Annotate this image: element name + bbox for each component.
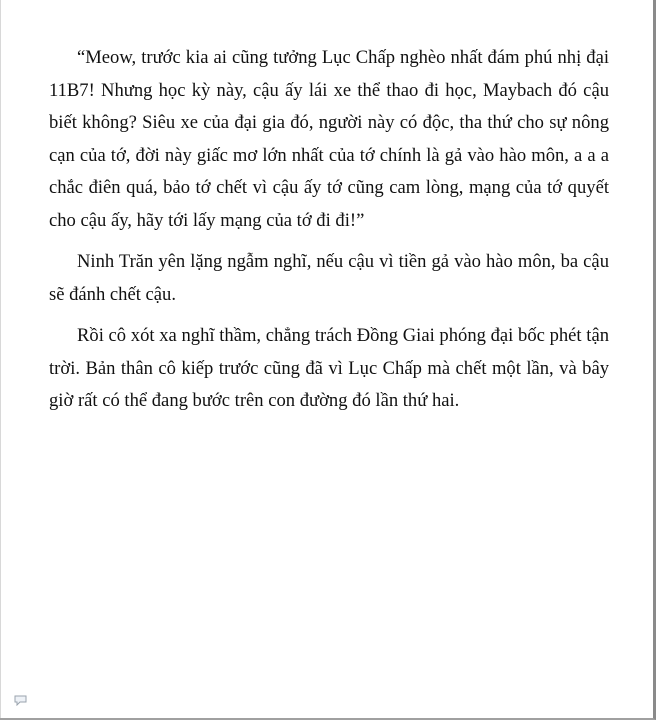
paragraph-3: Rồi cô xót xa nghĩ thầm, chẳng trách Đồng Giai phóng đại bốc phét tận trời. Bản thân cô kiếp trước cũng đã vì Lục Chấp mà chết một lần, và bây giờ rất có thể đang bước trên con đường đó lần thứ hai. [49,325,609,411]
speech-bubble-icon[interactable] [14,693,27,704]
paragraph-2: Ninh Trăn yên lặng ngẫm nghĩ, nếu cậu vì tiền gả vào hào môn, ba cậu sẽ đánh chết cậu. [49,251,609,305]
paragraph-1: “Meow, trước kia ai cũng tưởng Lục Chấp nghèo nhất đám phú nhị đại 11B7! Nhưng học kỳ này, cậu ấy lái xe thể thao đi học, Maybach đó cậu biết không? Siêu xe của đại gia đó, người này có độc, tha thứ cho sự nông cạn của tớ, đời này giấc mơ lớn nhất của tớ chính là gả vào hào môn, a a a chắc điên quá, bảo tớ chết vì cậu ấy tớ cũng cam lòng, mạng của tớ quyết cho cậu ấy, hãy tới lấy mạng của tớ đi đi!” [49,47,609,231]
page-body [49,42,609,427]
